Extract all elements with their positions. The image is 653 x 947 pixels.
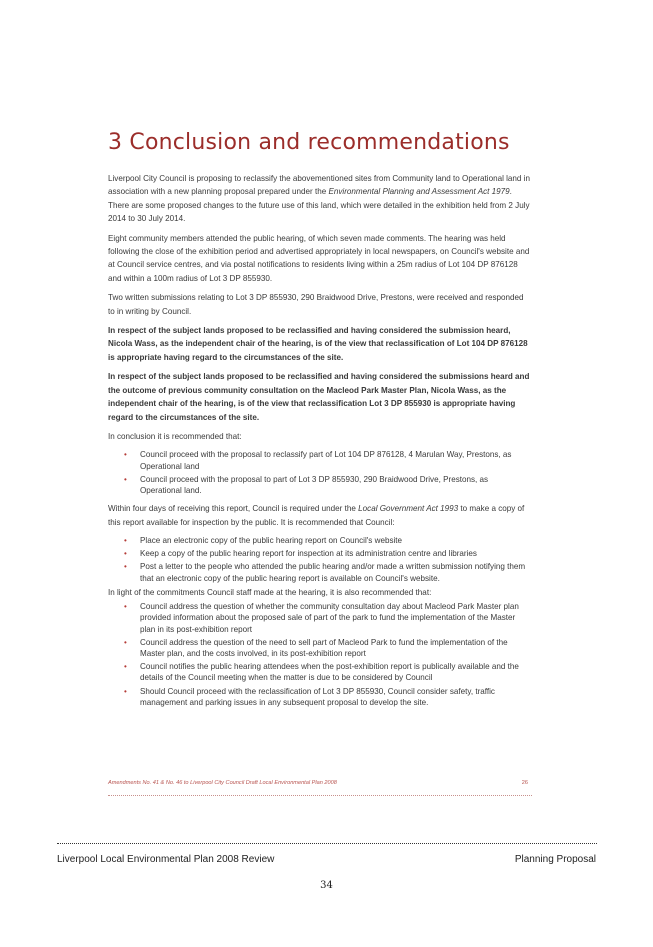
paragraph-text: to make a copy of this report available for inspection by the public. It is recommended that Council: — [108, 504, 525, 527]
report-body — [108, 172, 532, 714]
inner-footer-divider — [108, 795, 532, 796]
act-title: Local Government Act 1993 — [358, 504, 459, 514]
section-heading: 3 Conclusion and recommendations — [108, 130, 510, 155]
list-item: • Place an electronic copy of the public hearing report on Council's website — [140, 535, 532, 546]
paragraph-written-submissions: Two written submissions relating to Lot 3 DP 855930, 290 Braidwood Drive, Prestons, were received and responded to in writing by Council. — [108, 293, 524, 316]
paragraph-public-availability — [108, 502, 532, 529]
paragraph-finding-lot-104: In respect of the subject lands proposed to be reclassified and having considered the submission heard, Nicola Wass, as the independent chair of the hearing, is of the view that reclassification of Lot 104 DP 876128 is appropriate having regard to the circumstances of the site. — [108, 326, 528, 362]
inner-page-number: 26 — [521, 780, 528, 786]
footer-divider — [57, 843, 597, 844]
recommendation-list — [108, 449, 532, 496]
paragraph-text: . There are some proposed changes to the future use of this land, which were detailed in the exhibition held from 2 July 2014 to 30 July 2014. — [108, 187, 530, 224]
paragraph-intro — [108, 172, 532, 226]
availability-list — [108, 535, 532, 584]
page-number: 34 — [320, 880, 333, 891]
list-item: • Should Council proceed with the reclassification of Lot 3 DP 855930, Council consider safety, traffic management and parking issues in any subsequent proposal to develop the site. — [140, 686, 532, 708]
commitments-list — [108, 601, 532, 708]
list-item: • Council address the question of whether the community consultation day about Macleod Park Master plan provided information about the proposed sale of part of the park to fund the implementation of the Master plan in its post-exhibition report — [140, 601, 532, 635]
list-item: • Post a letter to the people who attended the public hearing and/or made a written submission notifying them that an electronic copy of the public hearing report is available on Council's website. — [140, 561, 532, 583]
list-item: • Council proceed with the proposal to reclassify part of Lot 104 DP 876128, 4 Marulan Way, Prestons, as Operational land — [140, 449, 532, 471]
paragraph-conclusion-intro: In conclusion it is recommended that: — [108, 431, 242, 441]
list-item: • Council address the question of the need to sell part of Macleod Park to fund the implementation of the Master plan, and the costs involved, in its post-exhibition report — [140, 637, 532, 659]
paragraph-hearing-attendance: Eight community members attended the public hearing, of which seven made comments. The hearing was held following the close of the exhibition period and advertised appropriately in local newspapers, on Council's website and at Council service centres, and via postal notifications to residents living within a 25m radius of Lot 104 DP 876128 and within a 100m radius of Lot 3 DP 855930. — [108, 233, 530, 283]
act-title: Environmental Planning and Assessment Act 1979 — [328, 187, 510, 197]
footer-document-title: Liverpool Local Environmental Plan 2008 Review — [57, 854, 275, 865]
inner-report-footer — [108, 780, 532, 786]
paragraph-finding-lot-3: In respect of the subject lands proposed to be reclassified and having considered the submissions heard and the outcome of previous community consultation on the Macleod Park Master Plan, Nicola Wass, as the independent chair of the hearing, is of the view that reclassification Lot 3 DP 855930 is appropriate having regard to the circumstances of the site. — [108, 372, 530, 422]
paragraph-text: Within four days of receiving this report, Council is required under the — [108, 504, 359, 514]
inner-footer-text: Amendments No. 41 & No. 46 to Liverpool City Council Draft Local Environmental Plan 2008 — [108, 780, 337, 786]
paragraph-commitments: In light of the commitments Council staff made at the hearing, it is also recommended that: — [108, 587, 432, 597]
list-item: • Council notifies the public hearing attendees when the post-exhibition report is publically available and the details of the Council meeting when the matter is due to be considered by Council — [140, 661, 532, 683]
list-item: • Keep a copy of the public hearing report for inspection at its administration centre and libraries — [140, 548, 532, 559]
list-item: • Council proceed with the proposal to part of Lot 3 DP 855930, 290 Braidwood Drive, Prestons, as Operational land. — [140, 474, 532, 496]
footer-document-type: Planning Proposal — [514, 854, 596, 865]
paragraph-text: Liverpool City Council is proposing to reclassify the abovementioned sites from Community land to Operational land in association with a new planning proposal prepared under the — [108, 174, 530, 197]
